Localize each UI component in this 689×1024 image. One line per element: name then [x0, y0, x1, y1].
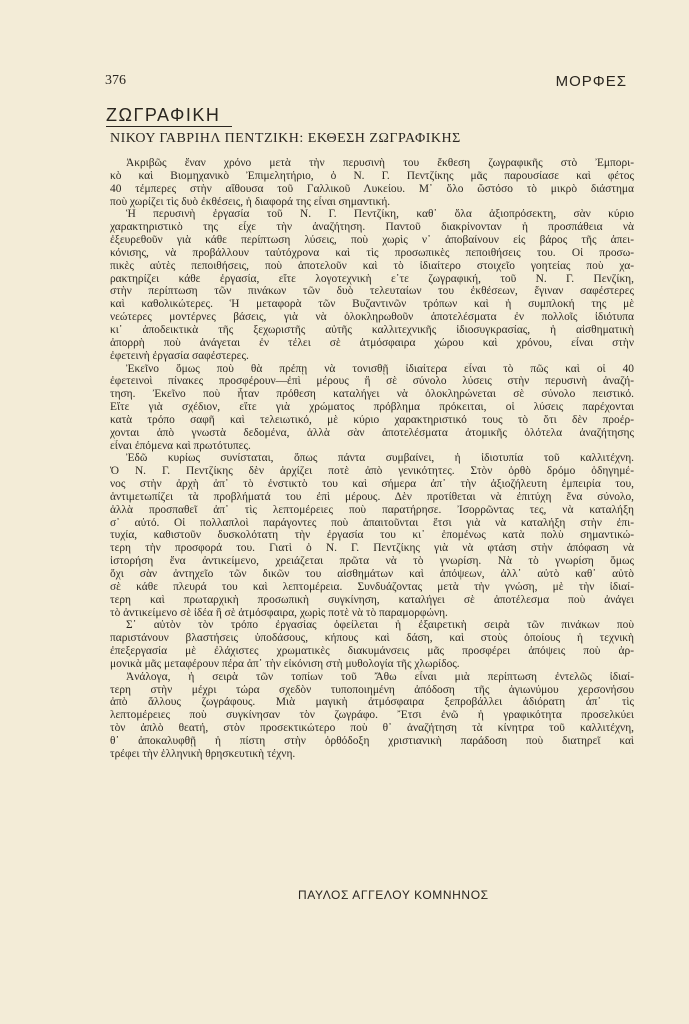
journal-running-head: ΜΟΡΦΕΣ [555, 73, 627, 90]
body-line: μονικὰ μᾶς μεταφέρουν πέρα ἀπ᾿ τὴν εἰκόνιση στὴ μυθολογία τῆς χλωρίδος. [110, 657, 460, 670]
body-line: 40 τέμπερες στὴν αἴθουσα τοῦ Γαλλικοῦ Λυκείου. Μ᾿ ὅλο ὥστόσο τὸ μικρὸ διάστημα [110, 182, 634, 195]
body-line: ἐξευρεθοῦν γιὰ κάθε περίπτωση λύσεις, ποὺ χωρὶς ν᾿ ἀποβαίνουν εἰς βάρος τῆς ἀπει- [110, 234, 634, 247]
body-line: νος στὴν ἀρχὴ ἀπ᾿ τὸ ἐνστικτὸ του καὶ σήμερα ἀπ᾿ τὴν ἀξιοζήλευτη ἐμπειρία του, [110, 478, 634, 491]
body-line: τρέφει τὴν ἑλληνικὴ θρησκευτικὴ τέχνη. [110, 747, 296, 760]
body-line: παριστάνουν βλαστήσεις ὑποδάσους, κήπους καὶ δάση, καὶ στοὺς ὁποίους ἡ τεχνικὴ [110, 632, 634, 645]
body-line: ἀπορρὴ ποὺ ἀνάγεται ἐν τέλει σὲ ἀτμόσφαιρα χώρου καὶ χρόνου, εἶναι στὴν [110, 336, 634, 349]
body-line: πικὲς αὐτὲς πεποιθήσεις, ποὺ ἀποτελοῦν καὶ τὸ ἰδιαίτερο στοιχεῖο γοητείας ποὺ χα- [110, 259, 634, 272]
body-line: Ὁ Ν. Γ. Πεντζίκης δὲν ἀρχίζει ποτὲ ἀπὸ γενικότητες. Στὸν ὀρθὸ δρόμο ὁδηγημέ- [110, 465, 634, 478]
body-line: κατὰ τρόπο σαφῆ καὶ τελειωτικό, μὲ κύριο χαρακτηριστικό τους τὸ ὅτι δὲν προέρ- [110, 413, 634, 426]
body-line: Ἡ περυσινὴ ἐργασία τοῦ Ν. Γ. Πεντζίκη, καθ᾿ ὅλα ἀξιοπρόσεκτη, σὰν κύριο [126, 208, 634, 221]
body-line: χονται ἀπὸ γνωστὰ δεδομένα, ἀλλὰ σὰν ἀποτελέσματα ἀτομικῆς ὁλότελα ἀναζήτησης [110, 426, 634, 439]
body-line: Ἀνάλογα, ἡ σειρὰ τῶν τοπίων τοῦ Ἄθω εἶναι μιὰ περίπτωση ἐντελῶς ἰδιαί- [126, 670, 634, 683]
body-line: ἐφετεινὴ ἐργασία σαφέστερες. [110, 349, 249, 362]
body-line: Ἐκεῖνο ὅμως ποὺ θὰ πρέπῃ νὰ τονισθῇ ἰδιαίτερα εἶναι τὸ πῶς καὶ οἱ 40 [126, 362, 634, 375]
body-line: ἱστορήση ἕνα ἀντικείμενο, χρειάζεται πρῶτα νὰ τὸ γνωρίση. Νὰ τὸ γνωρίση ὅμως [110, 555, 634, 568]
body-line: καὶ καθολικώτερες. Ἡ μεταφορὰ τῶν Βυζαντινῶν τρόπων καὶ ἡ συμπλοκή της μὲ [110, 298, 634, 311]
body-line: ὄχι σὰν ἀντηχεῖο τῶν δικῶν του αἰσθημάτων καὶ ἀπόψεων, ἀλλ᾿ αὐτὸ καθ᾿ αὐτὸ [110, 568, 634, 580]
body-line: τερη στὴν μέχρι τώρα σχεδὸν τυποποιημένη ἀπόδοση τῆς ἁγιωνύμου χερσονήσου [110, 683, 634, 696]
body-line: ἐπεξεργασία μὲ ἐλάχιστες χρωματικὲς διακυμάνσεις μᾶς προσφέρει ἀπόψεις ποὺ ἁρ- [110, 645, 634, 658]
body-line: ποὺ χωρίζει τὶς δυὸ ἐκθέσεις, ἡ διαφορά της εἶναι σημαντική. [110, 195, 391, 208]
body-line: τὸ ἀντικείμενο σὲ ἰδέα ἢ σὲ ἀτμόσφαιρα, χωρὶς ποτὲ νὰ τὸ παραμορφώνη. [110, 606, 448, 619]
body-line: Σ᾿ αὐτὸν τὸν τρόπο ἐργασίας ὀφείλεται ἡ ἐξαιρετικὴ σειρὰ τῶν πινάκων ποὺ [126, 619, 634, 632]
author-signature: ΠΑΥΛΟΣ ΑΓΓΕΛΟΥ ΚΟΜΝΗΝΟΣ [298, 888, 489, 902]
body-line: θ᾿ ἀποκαλυφθῇ ἡ πίστη στὴν ὀρθόδοξη χριστιανικὴ παράδοση ποὺ διατηρεῖ καὶ [110, 734, 634, 747]
body-line: Εἴτε γιὰ σχέδιον, εἴτε γιὰ χρώματος πρόβλημα πρόκειται, οἱ λύσεις παρέχονται [110, 401, 634, 414]
body-line: εἶναι ἐπόμενα καὶ πρωτότυπες. [110, 439, 251, 452]
body-line: χαρακτηριστικὸ της εἶχε τὴν ἀναζήτηση. Παντοῦ διακρίνονταν ἡ προσπάθεια νὰ [110, 221, 634, 234]
article-title: ΝΙΚΟΥ ΓΑΒΡΙΗΛ ΠΕΝΤΖΙΚΗ: ΕΚΘΕΣΗ ΖΩΓΡΑΦΙΚΗΣ [110, 131, 461, 146]
body-line: Ἀκριβῶς ἕναν χρόνο μετὰ τὴν περυσινὴ του ἔκθεση ζωγραφικῆς στὸ Ἐμπορι- [126, 157, 634, 169]
body-line: τερη καὶ πρωταρχικὴ προσωπικὴ συγκίνηση, καταλήγει σὲ ἀποτέλεσμα ποὺ ἀνάγει [110, 593, 634, 606]
body-line: τερη τὴν προσφορά του. Γιατὶ ὁ Ν. Γ. Πεντζίκης γιὰ νὰ φτάση στὴν ἀπόφαση νὰ [110, 542, 634, 555]
body-line: σ᾿ αὐτό. Οἱ πολλαπλοὶ παράγοντες ποὺ ἀπαιτοῦνται ἔτσι γιὰ νὰ καταλήξη στὴν ἐπι- [110, 516, 634, 529]
body-line: ἀπὸ ἄλλους ζωγράφους. Μιὰ μαγικὴ ἀτμόσφαιρα ξεπροβάλλει ἀδιόρατη ἀπ᾿ τὶς [110, 696, 634, 709]
body-line: νεώτερες μοντέρνες βάσεις, γιὰ νὰ ὁλοκληρωθοῦν ἀποτελέσματα ἐν πολλοῖς ἰδιότυπα [110, 311, 634, 324]
body-line: ρακτηρίζει κάθε ἐργασία, εἴτε λογοτεχνικὴ ε᾿τε ζωγραφική, τοῦ Ν. Γ. Πενζίκη, [110, 272, 634, 285]
body-line: κόνισης, νὰ προβάλλουν ταὐτόχρονα καὶ τὶς προσωπικὲς πεποιθήσεις του. Οἱ προσω- [110, 246, 634, 259]
page-number: 376 [105, 73, 126, 88]
section-title-underline [106, 126, 232, 127]
body-line: κι᾿ ἀποδεικτικὰ τῆς ξεχωριστῆς αὐτῆς καλλιτεχνικῆς ἰδιοσυγκρασίας, ἡ αἰσθηματικὴ [110, 323, 634, 336]
body-line: σὲ κάθε πλευρά του καὶ λεπτομέρεια. Συνδυάζοντας μετὰ τὴν γνώση, μὲ τὴν ἰδιαί- [110, 580, 634, 593]
body-line: στὴν περίπτωση τῶν πινάκων τῶν δυὸ τελευταίων του ἐκθέσεων, ἔγιναν σαφέστερες [110, 285, 634, 298]
body-line: τυχία, καθιστοῦν δυσκολότατη τὴν ἐργασία του κι᾿ ἑπομένως κατὰ πολὺ σημαντικώ- [110, 529, 634, 542]
body-line: λεπτομέρειες ποὺ συγκίνησαν τὸν ζωγράφο. Ἔτσι ἐνῶ ἡ γραφικότητα προσελκύει [110, 709, 634, 722]
section-title: ΖΩΓΡΑΦΙΚΗ [106, 105, 221, 125]
body-line: κὸ καὶ Βιομηχανικὸ Ἐπιμελητήριο, ὁ Ν. Γ. Πεντζίκης μᾶς παρουσίασε καὶ φέτος [110, 169, 634, 182]
body-line: ἀλλὰ προσπαθεῖ ἀπ᾿ τὶς λεπτομέρειες ποὺ παρατήρησε. Ἰσορρῶντας τες, νὰ καταλήξη [110, 503, 634, 516]
body-line: τὸν ἁπλὸ θεατή, στὸν προσεκτικώτερο ποὺ θ᾿ ἀναζήτηση τὰ κίνητρα τοῦ καλλιτέχνη, [110, 722, 634, 735]
article-body [110, 157, 634, 761]
body-line: τηση. Ἐκεῖνο ποὺ ἦταν πρόθεση καταλήγει νὰ ὁλοκληρώνεται σὲ σύνολο πειστικό. [110, 388, 634, 401]
body-line: ἐφετεινοὶ πίνακες προσφέρουν—ἐπὶ μέρους ἢ σὲ σύνολο λύσεις στὴν περυσινὴ ἀναζή- [110, 375, 634, 388]
body-line: ἀντιμετωπίζει τὰ προβλήματά του ἐπὶ μέρους. Δὲν προτίθεται νὰ ἐπιτύχη ἕνα σύνολο, [110, 490, 634, 503]
body-line: Ἐδῶ κυρίως συνίσταται, ὅπως πάντα συμβαίνει, ἡ ἰδιοτυπία τοῦ καλλιτέχνη. [126, 452, 634, 465]
